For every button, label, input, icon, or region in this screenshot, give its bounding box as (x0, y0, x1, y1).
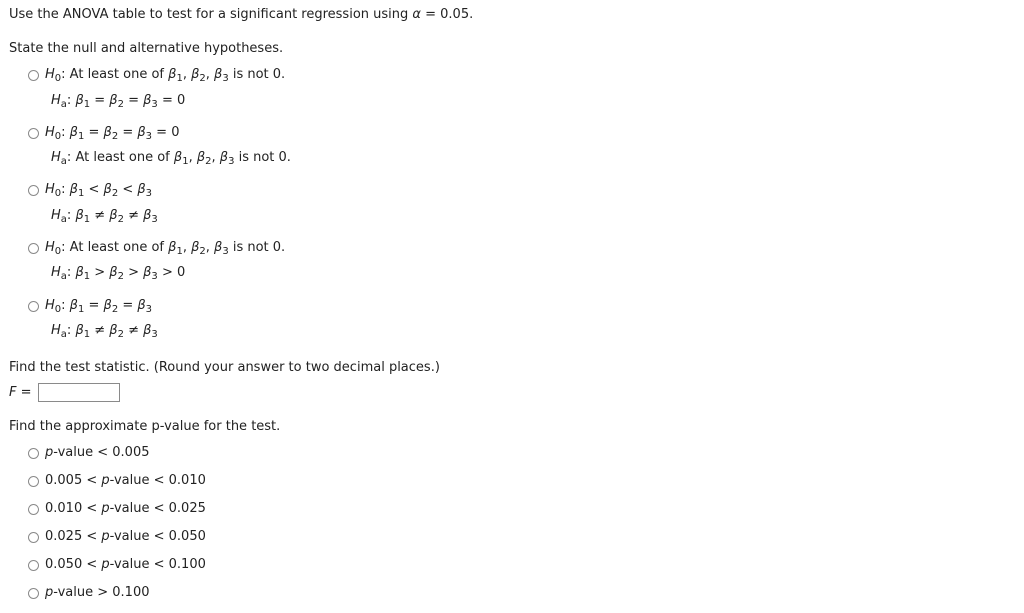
pvalue-option-1-radio[interactable] (28, 448, 39, 459)
intro-text: Use the ANOVA table to test for a significant regression using (9, 7, 409, 22)
hypothesis-option-4-ha: $H_a$: $\beta_1 > \beta_2 > \beta_3 > 0$ (51, 265, 186, 282)
f-label: F = (9, 385, 32, 400)
hypothesis-option-5-h0: $H_0$: $\beta_1 = \beta_2 = \beta_3$ (45, 298, 153, 315)
hypothesis-option-5-ha: $H_a$: $\beta_1 \ne \beta_2 \ne \beta_3$ (51, 323, 158, 340)
pvalue-option-1-label: p-value < 0.005 (45, 445, 150, 460)
hypothesis-option-2-radio[interactable] (28, 128, 39, 139)
pvalue-option-5-radio[interactable] (28, 560, 39, 571)
pvalue-option-6-label: p-value > 0.100 (45, 585, 150, 600)
hypothesis-option-2-h0: $H_0$: $\beta_1 = \beta_2 = \beta_3 = 0$ (45, 125, 180, 142)
pvalue-option-6-radio[interactable] (28, 588, 39, 599)
alpha-symbol: α (412, 7, 421, 22)
pvalue-option-3-label: 0.010 < p-value < 0.025 (45, 501, 206, 516)
hypotheses-prompt: State the null and alternative hypotheses. (9, 41, 284, 56)
pvalue-option-4-label: 0.025 < p-value < 0.050 (45, 529, 206, 544)
pvalue-option-3-radio[interactable] (28, 504, 39, 515)
question-intro (9, 7, 473, 23)
hypothesis-option-4-radio[interactable] (28, 243, 39, 254)
hypothesis-option-4-h0: $H_0$: At least one of $\beta_1$, $\beta_2$, $\beta_3$ is not 0. (45, 240, 286, 257)
hypothesis-option-5-radio[interactable] (28, 301, 39, 312)
pvalue-option-2-radio[interactable] (28, 476, 39, 487)
hypothesis-option-3-h0: $H_0$: $\beta_1 < \beta_2 < \beta_3$ (45, 182, 153, 199)
hypothesis-option-1-ha: $H_a$: $\beta_1 = \beta_2 = \beta_3 = 0$ (51, 93, 186, 110)
hypothesis-option-1-radio[interactable] (28, 70, 39, 81)
pvalue-option-2-label: 0.005 < p-value < 0.010 (45, 473, 206, 488)
pvalue-option-4-radio[interactable] (28, 532, 39, 543)
hypothesis-option-3-radio[interactable] (28, 185, 39, 196)
hypothesis-option-2-ha: $H_a$: At least one of $\beta_1$, $\beta_2$, $\beta_3$ is not 0. (51, 150, 291, 167)
f-statistic-input[interactable] (38, 383, 120, 402)
hypothesis-option-3-ha: $H_a$: $\beta_1 \ne \beta_2 \ne \beta_3$ (51, 208, 158, 225)
test-statistic-prompt: Find the test statistic. (Round your answer to two decimal places.) (9, 360, 440, 375)
hypothesis-option-1-h0: $H_0$: At least one of $\beta_1$, $\beta_2$, $\beta_3$ is not 0. (45, 67, 286, 84)
pvalue-option-5-label: 0.050 < p-value < 0.100 (45, 557, 206, 572)
alpha-value: = 0.05. (425, 7, 474, 22)
pvalue-prompt: Find the approximate p-value for the test. (9, 419, 281, 434)
